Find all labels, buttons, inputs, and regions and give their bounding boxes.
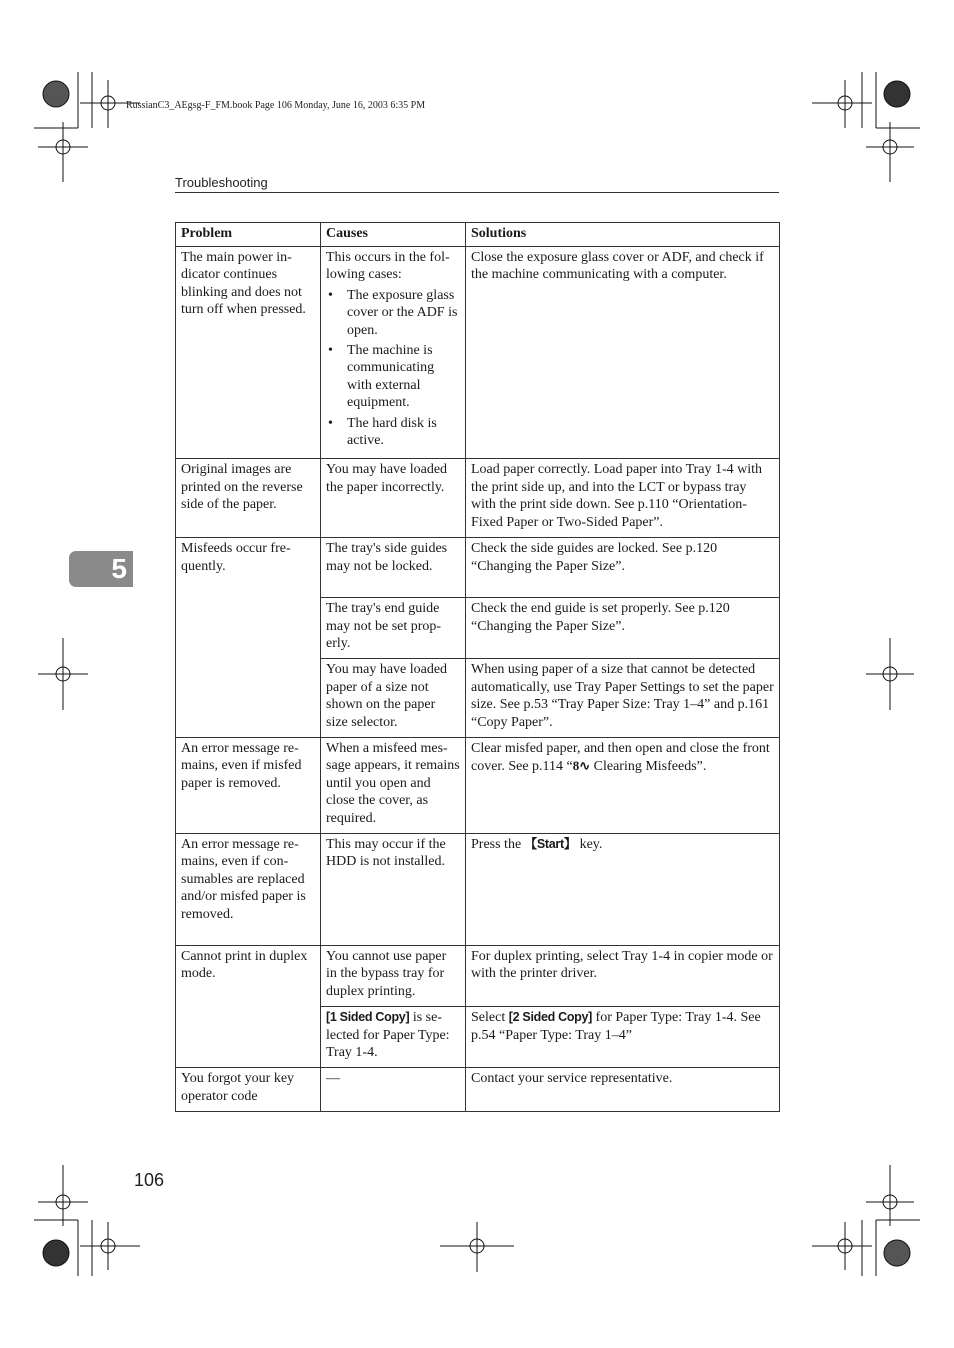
solution-cell: Contact your service representative. <box>466 1068 780 1112</box>
solution-cell <box>466 833 780 945</box>
cause-cell: The tray's side guides may not be locked. <box>321 538 466 598</box>
solution-cell <box>466 1007 780 1068</box>
cause-cell: This may occur if the HDD is not installed. <box>321 833 466 945</box>
header-solutions: Solutions <box>466 223 780 247</box>
page-number: 106 <box>134 1170 165 1190</box>
cause-text: is selected for Paper Type: Tray 1-4. <box>326 1010 450 1060</box>
header-causes: Causes <box>321 223 466 247</box>
cause-cell: — <box>321 1068 466 1112</box>
table-row <box>176 538 780 598</box>
table-row <box>176 459 780 538</box>
one-sided-copy-key: [1 Sided Copy] <box>326 1010 410 1025</box>
misfeed-icon: 8∿ <box>572 758 591 774</box>
problem-cell: Original images are printed on the reverse side of the paper. <box>176 459 321 538</box>
solution-cell: When using paper of a size that cannot be detected automatically, use Tray Paper Settings to set the paper size. See p.53 “Tray Paper Size: Tray 1–4” and p.161 “Copy Paper”. <box>466 659 780 738</box>
problem-cell: Misfeeds occur frequently. <box>176 538 321 738</box>
section-header: Troubleshooting <box>175 175 268 190</box>
problem-cell: An error message remains, even if consumables are replaced and/or misfed paper is removed. <box>176 833 321 945</box>
cause-intro: This occurs in the following cases: <box>326 250 450 283</box>
cause-cell <box>321 1007 466 1068</box>
solution-cell: Load paper correctly. Load paper into Tray 1-4 with the print side up, and into the LCT or bypass tray with the print side down. See p.110 “Orientation-Fixed Paper or Two-Sided Paper”. <box>466 459 780 538</box>
troubleshooting-table <box>175 222 780 1112</box>
solution-text: for Paper Type: Tray 1-4. See p.54 “Paper Type: Tray 1–4” <box>471 1010 761 1043</box>
cause-cell: The tray's end guide may not be set properly. <box>321 598 466 659</box>
problem-cell: An error message remains, even if misfed paper is removed. <box>176 737 321 833</box>
solution-text: Select <box>471 1010 509 1026</box>
cause-cell <box>321 247 466 459</box>
solution-cell: Check the end guide is set properly. See p.120 “Changing the Paper Size”. <box>466 598 780 659</box>
problem-cell: You forgot your key operator code <box>176 1068 321 1112</box>
header-rule <box>175 192 779 193</box>
solution-cell: Close the exposure glass cover or ADF, and check if the machine communicating with a computer. <box>466 247 780 459</box>
chapter-tab: 5 <box>69 551 133 587</box>
file-info-line: RussianC3_AEgsg-F_FM.book Page 106 Monday, June 16, 2003 6:35 PM <box>126 100 426 111</box>
table-row <box>176 737 780 833</box>
two-sided-copy-key: [2 Sided Copy] <box>508 1010 593 1025</box>
solution-cell: For duplex printing, select Tray 1-4 in copier mode or with the printer driver. <box>466 945 780 1006</box>
table-row <box>176 247 780 459</box>
cause-cell: You may have loaded the paper incorrectly. <box>321 459 466 538</box>
solution-cell <box>466 737 780 833</box>
cause-cell: You may have loaded paper of a size not shown on the paper size selector. <box>321 659 466 738</box>
cause-list <box>326 287 460 450</box>
table-row <box>176 1068 780 1112</box>
table-header-row <box>176 223 780 247</box>
solution-text: key. <box>576 836 603 852</box>
problem-cell: The main power indicator continues blinking and does not turn off when pressed. <box>176 247 321 459</box>
cause-cell: When a misfeed message appears, it remains until you open and close the cover, as required. <box>321 737 466 833</box>
problem-cell: Cannot print in duplex mode. <box>176 945 321 1067</box>
solution-text: Clear misfed paper, and then open and close the front cover. See p.114 “ <box>471 740 770 775</box>
list-item: • The exposure glass cover or the ADF is open. <box>326 287 460 339</box>
header-problem: Problem <box>176 223 321 247</box>
table-row <box>176 945 780 1006</box>
list-item: • The machine is communicating with external equipment. <box>326 342 460 412</box>
start-key-label: 【Start】 <box>524 836 577 851</box>
solution-text: Press the <box>471 836 525 852</box>
list-item: • The hard disk is active. <box>326 415 460 450</box>
solution-text: Clearing Misfeeds”. <box>590 759 707 775</box>
solution-cell: Check the side guides are locked. See p.120 “Changing the Paper Size”. <box>466 538 780 598</box>
cause-cell: You cannot use paper in the bypass tray for duplex printing. <box>321 945 466 1006</box>
table-row <box>176 833 780 945</box>
